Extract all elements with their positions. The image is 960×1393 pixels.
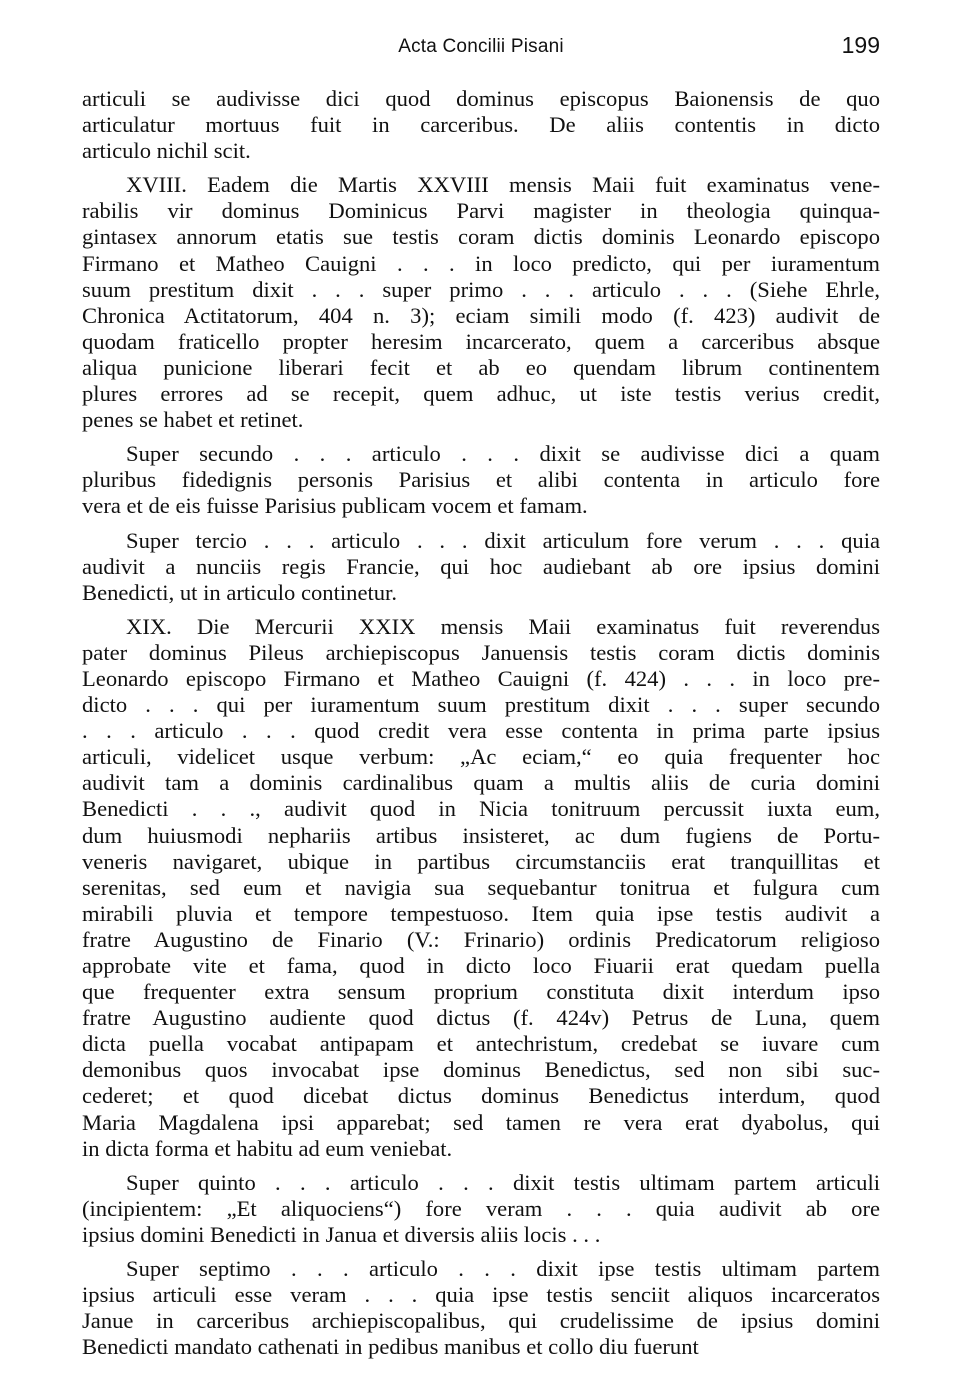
text-line: Leonardo episcopo Firmano et Matheo Cauigni (f. 424) . . . in loco pre-	[82, 665, 880, 691]
text-line: demonibus quos invocabat ipse dominus Benedictus, sed non sibi suc-	[82, 1057, 880, 1083]
text-line: serenitas, sed eum et navigia sua sequebantur tonitrua et fulgura cum	[82, 874, 880, 900]
paragraph	[82, 441, 880, 519]
text-line: (incipientem: „Et aliquociens“) fore veram . . . quia audivit ab ore	[82, 1195, 880, 1221]
text-line: gintasex annorum etatis sue testis coram dictis dominis Leonardo episcopo	[82, 224, 880, 250]
text-line: pluribus fidedignis personis Parisius et alibi contenta in articulo fore	[82, 467, 880, 493]
text-line: aliqua punicione liberari fecit et ab eo quendam librum continentem	[82, 354, 880, 380]
text-line: . . . articulo . . . quod credit vera esse contenta in prima parte ipsius	[82, 718, 880, 744]
text-line: Super quinto . . . articulo . . . dixit testis ultimam partem articuli	[126, 1169, 880, 1195]
running-header	[82, 30, 880, 66]
text-line: Benedicti mandato cathenati in pedibus manibus et collo diu fuerunt	[82, 1334, 699, 1360]
paragraph	[82, 1170, 880, 1248]
text-line: Janue in carceribus archiepiscopalibus, qui crudelissime de ipsius domini	[82, 1308, 880, 1334]
paragraph	[82, 528, 880, 606]
text-line: Benedicti . . ., audivit quod in Nicia tonitruum percussit iuxta eum,	[82, 796, 880, 822]
text-line: Super tercio . . . articulo . . . dixit articulum fore verum . . . quia	[126, 527, 880, 553]
text-line: plures errores ad se recepit, quem adhuc, ut iste testis verius credit,	[82, 381, 880, 407]
text-line: dicto . . . qui per iuramentum suum prestitum dixit . . . super secundo	[82, 692, 880, 718]
text-line: vera et de eis fuisse Parisius publicam vocem et famam.	[82, 493, 588, 519]
running-title: Acta Concilii Pisani	[398, 36, 564, 57]
text-line: articulatur mortuus fuit in carceribus. De aliis contentis in dicto	[82, 112, 880, 138]
text-line: dicta puella vocabat antipapam et antechristum, credebat se iuvare cum	[82, 1031, 880, 1057]
text-line: veneris navigaret, ubique in partibus circumstanciis erat tranquillitas et	[82, 848, 880, 874]
paragraph	[82, 172, 880, 433]
page-number: 199	[841, 32, 880, 58]
text-line: Firmano et Matheo Cauigni . . . in loco predicto, qui per iuramentum	[82, 250, 880, 276]
text-line: mirabili pluvia et tempore tempestuoso. Item quia ipse testis audivit a	[82, 900, 880, 926]
text-line: audivit tam a dominis cardinalibus quam a multis aliis de curia domini	[82, 770, 880, 796]
text-line: XIX. Die Mercurii XXIX mensis Maii examinatus fuit reverendus	[126, 613, 880, 639]
paragraph	[82, 1256, 880, 1360]
paragraph	[82, 86, 880, 164]
text-line: audivit a nunciis regis Francie, qui hoc audiebant ab ore ipsius domini	[82, 553, 880, 579]
text-line: XVIII. Eadem die Martis XXVIII mensis Maii fuit examinatus vene-	[126, 172, 880, 198]
text-line: ipsius articuli esse veram . . . quia ipse testis senciit aliquos incarceratos	[82, 1282, 880, 1308]
text-line: cederet; et quod dicebat dictus dominus Benedictus interdum, quod	[82, 1083, 880, 1109]
text-line: Chronica Actitatorum, 404 n. 3); eciam simili modo (f. 423) audivit de	[82, 302, 880, 328]
text-line: Super secundo . . . articulo . . . dixit se audivisse dici a quam	[126, 441, 880, 467]
text-line: articuli se audivisse dici quod dominus episcopus Baionensis de quo	[82, 86, 880, 111]
text-line: dum huiusmodi nephariis artibus insisteret, ac dum fugiens de Portu-	[82, 822, 880, 848]
text-line: approbate vite et fama, quod in dicto loco Fiuarii erat quedam puella	[82, 953, 880, 978]
text-line: ipsius domini Benedicti in Janua et diversis aliis locis . . .	[82, 1221, 601, 1247]
text-line: articulo nichil scit.	[82, 138, 251, 164]
text-line: quodam fraticello propter heresim incarcerato, quem a carceribus absque	[82, 328, 880, 354]
body-text	[82, 86, 880, 1360]
paragraph	[82, 614, 880, 1162]
text-line: Benedicti, ut in articulo continetur.	[82, 579, 397, 605]
text-line: in dicta forma et habitu ad eum veniebat.	[82, 1135, 453, 1161]
text-line: Maria Magdalena ipsi apparebat; sed tamen re vera erat dyabolus, qui	[82, 1109, 880, 1135]
text-line: articuli, videlicet usque verbum: „Ac eciam,“ eo quia frequenter hoc	[82, 744, 880, 770]
text-line: fratre Augustino de Finario (V.: Frinario) ordinis Predicatorum religioso	[82, 926, 880, 952]
text-line: pater dominus Pileus archiepiscopus Januensis testis coram dictis dominis	[82, 639, 880, 665]
text-line: penes se habet et retinet.	[82, 407, 304, 433]
book-page	[82, 30, 880, 1368]
text-line: rabilis vir dominus Dominicus Parvi magister in theologia quinqua-	[82, 198, 880, 224]
text-line: suum prestitum dixit . . . super primo . . . articulo . . . (Siehe Ehrle,	[82, 276, 880, 302]
text-line: Super septimo . . . articulo . . . dixit ipse testis ultimam partem	[126, 1256, 880, 1282]
text-line: que frequenter extra sensum proprium constituta dixit interdum ipso	[82, 979, 880, 1005]
text-line: fratre Augustino audiente quod dictus (f. 424v) Petrus de Luna, quem	[82, 1005, 880, 1031]
